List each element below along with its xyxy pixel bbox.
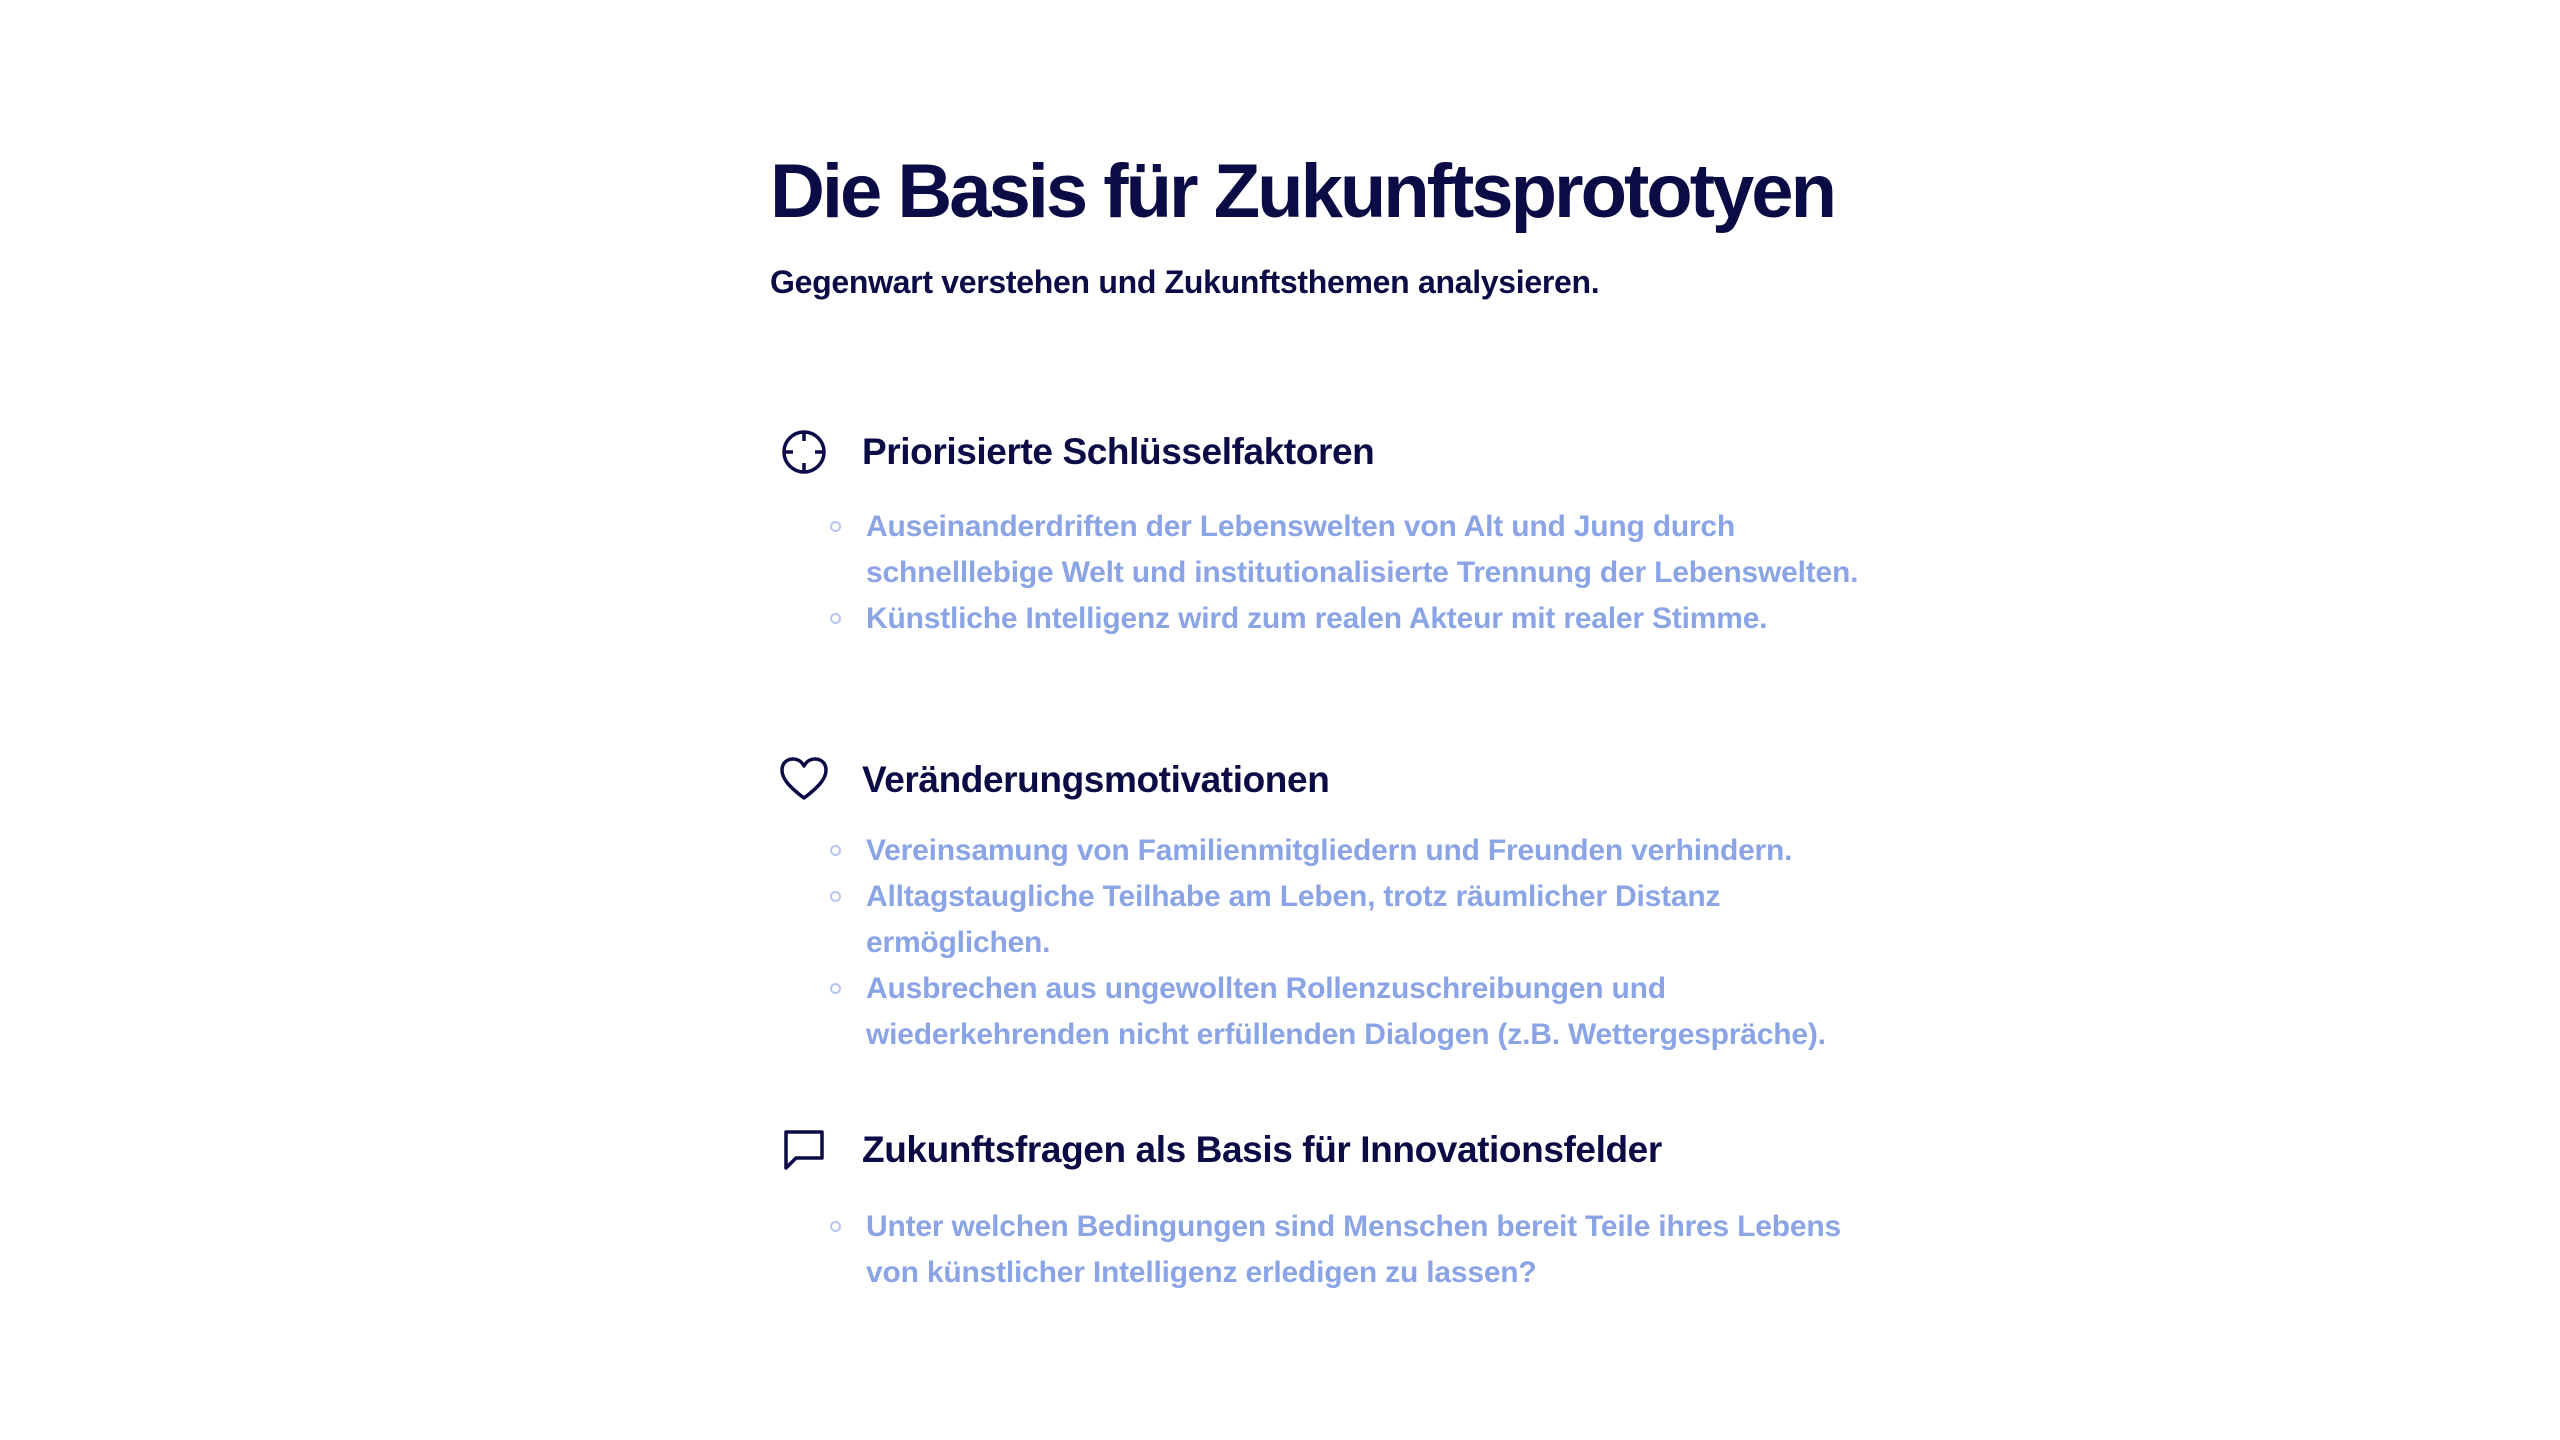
section-header xyxy=(770,750,1890,810)
list-item: Unter welchen Bedingungen sind Menschen bereit Teile ihres Lebens von künstlicher Intelligenz erledigen zu lassen? xyxy=(830,1204,1890,1296)
section-title: Veränderungsmotivationen xyxy=(862,759,1330,800)
heart-icon xyxy=(778,754,830,806)
section-key-factors xyxy=(770,422,1890,642)
slide-content xyxy=(770,149,1890,1289)
bullet-marker xyxy=(830,613,841,624)
section-title: Priorisierte Schlüsselfaktoren xyxy=(862,431,1375,472)
crosshair-icon xyxy=(778,426,830,478)
section-title: Zukunftsfragen als Basis für Innovationsfelder xyxy=(862,1129,1662,1170)
section-future-questions xyxy=(770,1120,1890,1296)
bullet-list xyxy=(830,1204,1890,1296)
list-item: Auseinanderdriften der Lebenswelten von Alt und Jung durch schnelllebige Welt und institutionalisierte Trennung der Lebenswelten. xyxy=(830,504,1890,596)
section-header xyxy=(770,422,1890,482)
speech-bubble-icon xyxy=(778,1124,830,1176)
section-header xyxy=(770,1120,1890,1180)
list-item: Künstliche Intelligenz wird zum realen Akteur mit realer Stimme. xyxy=(830,596,1890,642)
bullet-marker xyxy=(830,891,841,902)
list-item: Ausbrechen aus ungewollten Rollenzuschreibungen und wiederkehrenden nicht erfüllenden Dialogen (z.B. Wettergespräche). xyxy=(830,966,1890,1058)
list-item: Alltagstaugliche Teilhabe am Leben, trotz räumlicher Distanz ermöglichen. xyxy=(830,874,1890,966)
bullet-list xyxy=(830,504,1890,642)
list-item: Vereinsamung von Familienmitgliedern und Freunden verhindern. xyxy=(830,828,1890,874)
bullet-list xyxy=(830,828,1890,1058)
bullet-marker xyxy=(830,845,841,856)
bullet-marker xyxy=(830,1221,841,1232)
bullet-marker xyxy=(830,983,841,994)
bullet-marker xyxy=(830,521,841,532)
page-title: Die Basis für Zukunftsprototyen xyxy=(770,149,1834,234)
page-subtitle: Gegenwart verstehen und Zukunftsthemen analysieren. xyxy=(770,263,1600,300)
section-motivations xyxy=(770,750,1890,1058)
